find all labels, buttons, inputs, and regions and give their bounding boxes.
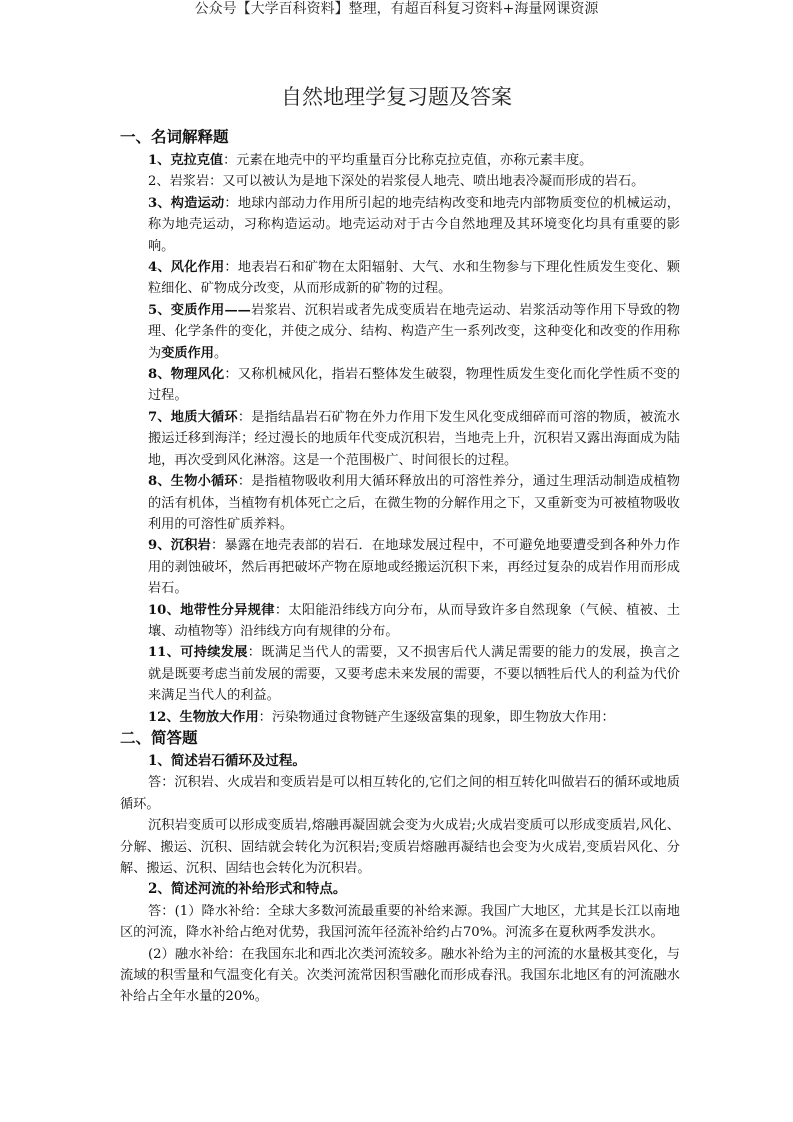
document-body <box>120 127 680 1008</box>
definition-item <box>148 535 680 599</box>
definition-text: ：又称机械风化，指岩石整体发生破裂，物理性质发生变化而化学性质不变的过程。 <box>148 367 680 404</box>
definition-term-inline: 变质作用 <box>161 345 214 361</box>
definition-item <box>148 600 680 643</box>
definition-item <box>148 407 680 471</box>
question-heading: 1、简述岩石循环及过程。 <box>148 752 306 769</box>
definition-text: ：地表岩石和矿物在太阳辐射、大气、水和生物参与下理化性质发生变化、颗粒细化、矿物成分改变，从而形成新的矿物的过程。 <box>148 260 680 297</box>
definition-text: ：既满足当代人的需要，又不损害后代人满足需要的能力的发展，换言之就是既要考虑当前发展的需要，又要考虑未来发展的需要，不要以牺牲后代人的利益为代价来满足当代人的利益。 <box>148 645 681 704</box>
definition-item <box>148 150 680 171</box>
page-header: 公众号【大学百科资料】整理，有超百科复习资料+海量网课资源 <box>194 1 599 17</box>
answer-paragraph: 答：(1）降水补给：全球大多数河流最重要的补给来源。我国广大地区，尤其是长江以南地区的河流，降水补给占绝对优势，我国河流年径流补给约占70%。河流多在夏秋两季发洪水。 <box>120 903 680 941</box>
definition-text: ：暴露在地壳表部的岩石．在地球发展过程中，不可避免地要遭受到各种外力作用的剥蚀破坏，然后再把破坏产物在原地或经搬运沉积下来，再经过复杂的成岩作用而形成岩石。 <box>148 538 680 597</box>
definition-term: 9、沉积岩 <box>148 538 212 554</box>
definition-item <box>148 300 680 364</box>
definition-text: ：是指结晶岩石矿物在外力作用下发生风化变成细碎而可溶的物质，被流水搬运迁移到海洋；经过漫长的地质年代变成沉积岩，当地壳上升，沉积岩又露出海面成为陆地，再次受到风化淋溶。这是一个范围极广、时间很长的过程。 <box>148 409 680 468</box>
definition-text: 岩浆岩、沉积岩或者先成变质岩在地壳运动、岩浆活动等作用下导致的物理、化学条件的变化，并使之成分、结构、构造产生一系列改变，这种变化和改变的作用称为 <box>148 302 680 361</box>
definition-term: 11、可持续发展 <box>148 645 248 661</box>
definition-text: ：元素在地壳中的平均重量百分比称克拉克值，亦称元素丰度。 <box>223 153 593 168</box>
definition-item <box>148 257 680 300</box>
definition-item <box>148 707 680 728</box>
section-title-short-answer: 二、简答题 <box>120 728 198 747</box>
section-title-definitions: 一、名词解释题 <box>120 128 229 146</box>
definition-item <box>148 193 680 257</box>
definition-term: 3、构造运动 <box>148 195 225 211</box>
definition-item <box>148 471 680 535</box>
definition-term: 5、变质作用—— <box>148 302 251 318</box>
definition-term: 8、生物小循环 <box>148 474 238 490</box>
question-heading: 2、简述河流的补给形式和特点。 <box>148 881 347 898</box>
definition-item <box>148 364 680 407</box>
document-title: 自然地理学复习题及答案 <box>281 85 512 109</box>
definition-term: 10、地带性分异规律 <box>148 602 275 618</box>
definition-text: ：地球内部动力作用所引起的地壳结构改变和地壳内部物质变位的机械运动，称为地壳运动，习称构造运动。地壳运动对于古今自然地理及其环境变化均具有重要的影响。 <box>148 195 680 254</box>
definition-text: 2、岩浆岩：又可以被认为是地下深处的岩浆侵人地壳、喷出地表冷凝而形成的岩石。 <box>148 174 645 190</box>
definition-item <box>148 642 680 706</box>
definition-term: 8、物理风化 <box>148 367 225 383</box>
definition-text: ：是指植物吸收利用大循环释放出的可溶性养分，通过生理活动制造成植物的活有机体，当植物有机体死亡之后，在微生物的分解作用之下，又重新变为可被植物吸收利用的可溶性矿质养料。 <box>148 474 680 532</box>
answer-paragraph: 答：沉积岩、火成岩和变质岩是可以相互转化的,它们之间的相互转化叫做岩石的循环或地质循环。 <box>120 775 680 812</box>
definition-item <box>148 171 680 192</box>
definition-text: ：污染物通过食物链产生逐级富集的现象，即生物放大作用： <box>258 709 615 725</box>
definition-term: 4、风化作用 <box>148 260 225 276</box>
definition-term: 1、克拉克值 <box>148 153 224 168</box>
definition-text-tail: 。 <box>213 345 228 361</box>
answer-paragraph: (2）融水补给：在我国东北和西北次类河流较多。融水补给为主的河流的水量极其变化，与流域的积雪量和气温变化有关。次类河流常因积雪融化而形成春汛。我国东北地区有的河流融水补给占全年水量的20%。 <box>120 946 680 1005</box>
definition-term: 7、地质大循环 <box>148 409 238 425</box>
definition-term: 12、生物放大作用 <box>148 709 259 725</box>
definition-text: ：太阳能沿纬线方向分布，从而导致许多自然现象（气候、植被、土壤、动植物等）沿纬线方向有规律的分布。 <box>148 602 681 639</box>
answer-paragraph: 沉积岩变质可以形成变质岩,熔融再凝固就会变为火成岩;火成岩变质可以形成变质岩,风化、分解、搬运、沉积、固结就会转化为沉积岩;变质岩熔融再凝结也会变为火成岩,变质岩风化、分解、搬运、沉积、固结也会转化为沉积岩。 <box>120 818 680 876</box>
